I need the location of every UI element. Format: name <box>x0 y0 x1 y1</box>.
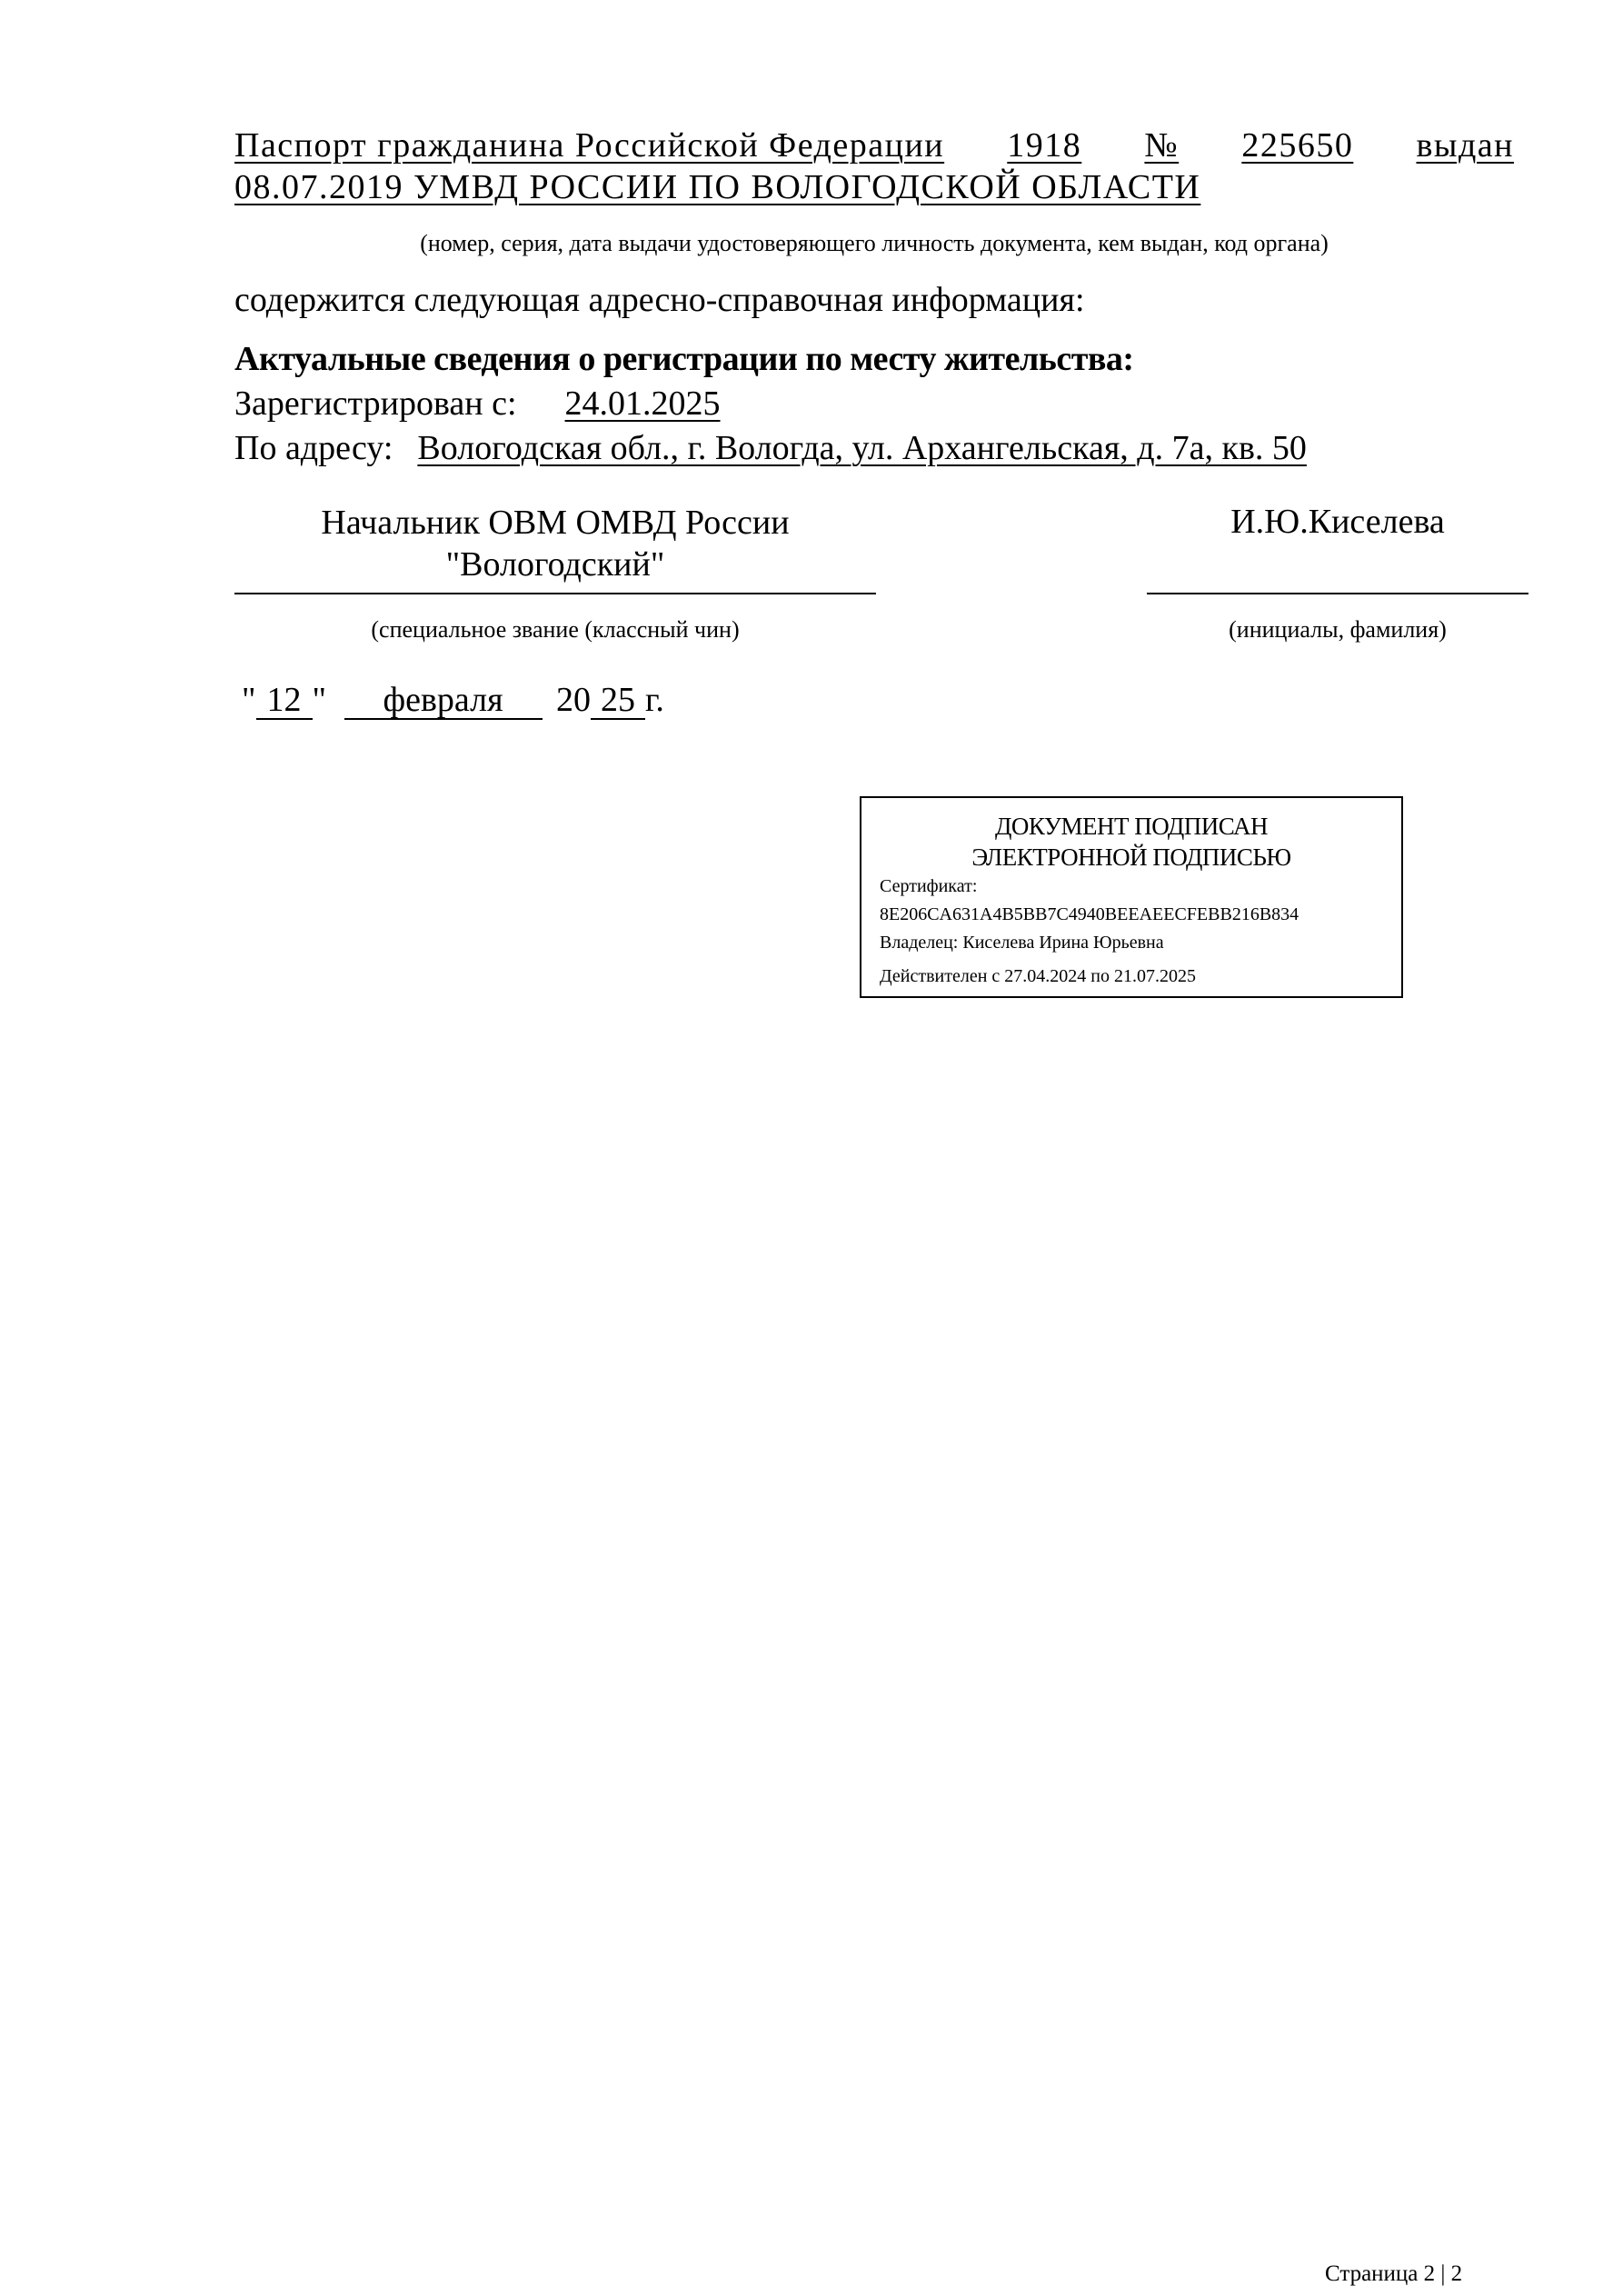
intro-text: содержится следующая адресно-справочная информация: <box>234 281 1085 319</box>
passport-doc-name: Паспорт гражданина Российской Федерации <box>234 126 945 165</box>
passport-issued-word: выдан <box>1416 126 1514 165</box>
stamp-certificate-value: 8E206CA631A4B5BB7C4940BEEAEECFEBB216B834 <box>880 904 1299 924</box>
date-month: февраля <box>344 682 543 720</box>
address-label: По адресу: <box>234 429 393 467</box>
passport-number: 225650 <box>1241 126 1354 165</box>
date-open-quote: " <box>242 681 256 719</box>
passport-number-sign: № <box>1144 126 1180 165</box>
stamp-title-line1: ДОКУМЕНТ ПОДПИСАН <box>995 813 1268 840</box>
date-close-quote: " <box>312 681 327 719</box>
stamp-title-line2: ЭЛЕКТРОННОЙ ПОДПИСЬЮ <box>971 844 1291 871</box>
date-year-suffix: г. <box>645 681 664 719</box>
date-day: 12 <box>256 682 313 720</box>
document-date <box>242 680 664 720</box>
signer-name: И.Ю.Киселева <box>1230 503 1445 541</box>
stamp-validity: Действителен с 27.04.2024 по 21.07.2025 <box>880 966 1196 986</box>
registered-since-date: 24.01.2025 <box>564 384 721 423</box>
official-position-line1: Начальник ОВМ ОМВД России <box>321 504 790 542</box>
passport-issue-line: 08.07.2019 УМВД РОССИИ ПО ВОЛОГОДСКОЙ ОБЛАСТИ <box>234 168 1201 206</box>
page-number: Страница 2 | 2 <box>1325 2261 1463 2286</box>
position-caption: (специальное звание (классный чин) <box>371 616 740 643</box>
address-row <box>234 428 1307 468</box>
passport-line <box>234 125 1514 165</box>
registered-since-row <box>234 384 721 424</box>
passport-caption: (номер, серия, дата выдачи удостоверяющего личность документа, кем выдан, код органа) <box>420 230 1329 256</box>
address-value: Вологодская обл., г. Вологда, ул. Архангельская, д. 7а, кв. 50 <box>417 429 1307 467</box>
date-year: 25 <box>591 682 645 720</box>
official-position <box>234 502 876 585</box>
passport-series: 1918 <box>1007 126 1082 165</box>
registration-section-title: Актуальные сведения о регистрации по месту жительства: <box>234 340 1134 378</box>
registered-since-label: Зарегистрирован с: <box>234 384 517 423</box>
official-position-line2: "Вологодский" <box>445 545 665 584</box>
electronic-signature-stamp <box>860 796 1403 998</box>
stamp-owner: Владелец: Киселева Ирина Юрьевна <box>880 933 1164 953</box>
position-signature-line <box>234 593 876 594</box>
date-century: 20 <box>556 681 592 719</box>
signer-signature-line <box>1147 593 1528 594</box>
stamp-certificate-label: Сертификат: <box>880 876 978 896</box>
signer-caption: (инициалы, фамилия) <box>1229 616 1447 643</box>
